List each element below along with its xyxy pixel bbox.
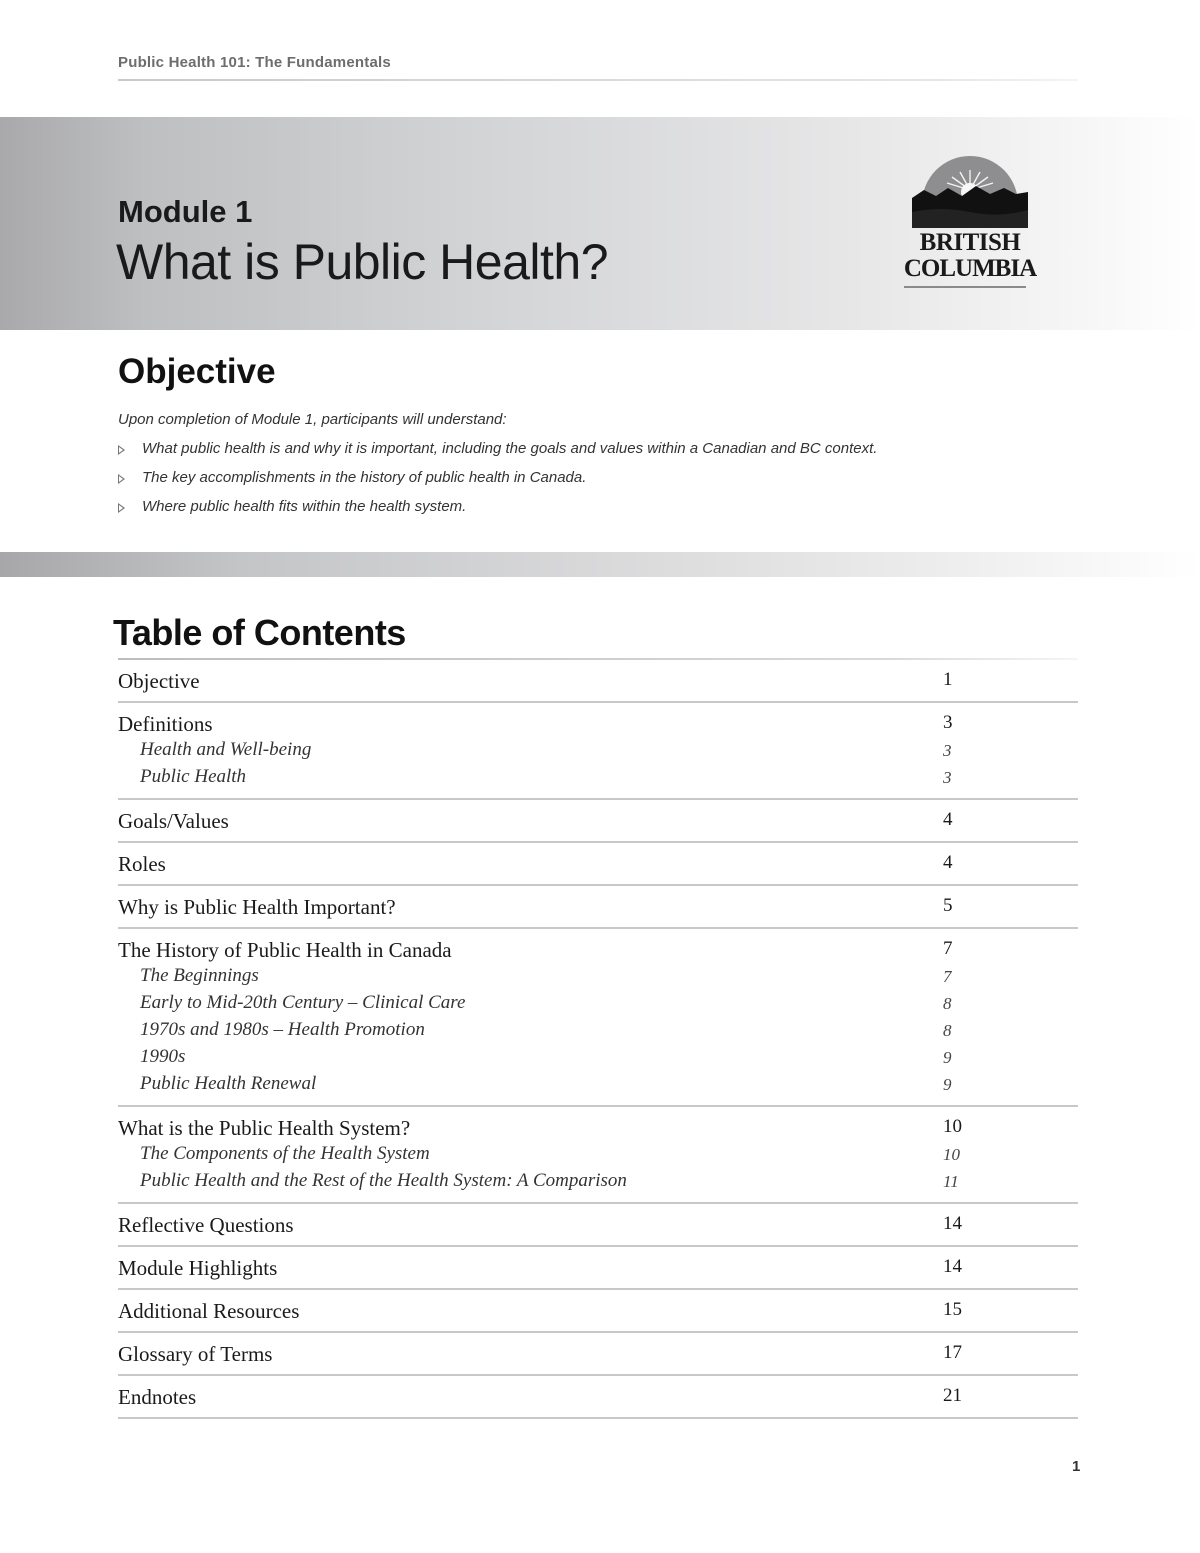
toc-subentry[interactable] xyxy=(118,1073,1078,1100)
toc-entry-page: 14 xyxy=(943,1256,962,1277)
objective-item-text: Where public health fits within the health system. xyxy=(142,498,467,515)
toc-entry[interactable] xyxy=(118,938,1078,965)
toc-subentry[interactable] xyxy=(118,965,1078,992)
toc-subentry[interactable] xyxy=(118,992,1078,1019)
triangle-bullet-icon xyxy=(118,445,125,455)
objective-intro: Upon completion of Module 1, participants will understand: xyxy=(118,411,507,428)
toc-subentry-label: Health and Well-being xyxy=(140,739,312,760)
toc-section xyxy=(118,886,1078,929)
logo-text-columbia: COLUMBIA xyxy=(903,255,1037,282)
toc-entry-label: Goals/Values xyxy=(118,809,229,833)
toc-entry[interactable] xyxy=(118,669,1078,696)
toc-subentry-page: 8 xyxy=(943,1021,952,1040)
toc-section xyxy=(118,1290,1078,1333)
toc-entry-page: 14 xyxy=(943,1213,962,1234)
running-header: Public Health 101: The Fundamentals xyxy=(118,54,391,71)
toc-subentry[interactable] xyxy=(118,1046,1078,1073)
toc-subentry-label: Public Health and the Rest of the Health System: A Comparison xyxy=(140,1170,627,1191)
toc-entry[interactable] xyxy=(118,1256,1078,1283)
toc-entry-label: Glossary of Terms xyxy=(118,1342,273,1366)
toc-entry-page: 17 xyxy=(943,1342,962,1363)
toc-subentry-label: Early to Mid-20th Century – Clinical Care xyxy=(140,992,466,1013)
toc-section xyxy=(118,1204,1078,1247)
toc-entry-page: 7 xyxy=(943,938,953,959)
page-number: 1 xyxy=(1072,1458,1081,1475)
table-of-contents xyxy=(118,660,1078,1419)
toc-subentry[interactable] xyxy=(118,1170,1078,1197)
triangle-bullet-icon xyxy=(118,503,125,513)
toc-entry[interactable] xyxy=(118,1116,1078,1143)
module-title: What is Public Health? xyxy=(116,234,609,290)
toc-subentry-page: 8 xyxy=(943,994,952,1013)
toc-subentry[interactable] xyxy=(118,766,1078,793)
toc-section xyxy=(118,1247,1078,1290)
bc-sun-mountains-logo-icon xyxy=(902,152,1038,228)
toc-entry-page: 1 xyxy=(943,669,953,690)
toc-subentry-page: 10 xyxy=(943,1145,960,1164)
objective-item-text: The key accomplishments in the history of public health in Canada. xyxy=(142,469,587,486)
toc-entry[interactable] xyxy=(118,1342,1078,1369)
objective-item xyxy=(118,440,877,469)
toc-subentry[interactable] xyxy=(118,739,1078,766)
toc-subentry-label: The Beginnings xyxy=(140,965,259,986)
toc-entry-label: Reflective Questions xyxy=(118,1213,294,1237)
toc-section xyxy=(118,1376,1078,1419)
toc-section xyxy=(118,660,1078,703)
objective-list xyxy=(118,440,877,527)
objective-item-text: What public health is and why it is important, including the goals and values within a Canadian and BC context. xyxy=(142,440,878,457)
triangle-bullet-icon xyxy=(118,474,125,484)
toc-entry-page: 4 xyxy=(943,852,953,873)
british-columbia-logo xyxy=(892,152,1048,292)
toc-subentry[interactable] xyxy=(118,1143,1078,1170)
toc-entry-label: Additional Resources xyxy=(118,1299,300,1323)
header-rule xyxy=(118,79,1078,81)
toc-subentry-page: 9 xyxy=(943,1075,952,1094)
toc-entry-label: The History of Public Health in Canada xyxy=(118,938,452,962)
toc-entry[interactable] xyxy=(118,1385,1078,1412)
toc-entry[interactable] xyxy=(118,895,1078,922)
toc-section xyxy=(118,800,1078,843)
toc-entry[interactable] xyxy=(118,809,1078,836)
toc-entry-page: 5 xyxy=(943,895,953,916)
objective-heading: Objective xyxy=(118,352,276,391)
toc-entry-page: 15 xyxy=(943,1299,962,1320)
objective-item xyxy=(118,498,877,527)
logo-text-british: BRITISH xyxy=(919,229,1021,256)
toc-subentry-page: 3 xyxy=(943,741,952,760)
toc-subentry-page: 7 xyxy=(943,967,952,986)
section-band xyxy=(0,552,1200,577)
toc-subentry[interactable] xyxy=(118,1019,1078,1046)
toc-entry[interactable] xyxy=(118,852,1078,879)
toc-entry-page: 21 xyxy=(943,1385,962,1406)
toc-subentry-label: Public Health Renewal xyxy=(140,1073,317,1094)
toc-entry-page: 4 xyxy=(943,809,953,830)
toc-section xyxy=(118,1333,1078,1376)
objective-item xyxy=(118,469,877,498)
toc-section xyxy=(118,1107,1078,1204)
toc-subentry-label: 1970s and 1980s – Health Promotion xyxy=(140,1019,425,1040)
toc-subentry-label: The Components of the Health System xyxy=(140,1143,430,1164)
toc-entry[interactable] xyxy=(118,712,1078,739)
toc-entry-page: 3 xyxy=(943,712,953,733)
toc-entry-label: Endnotes xyxy=(118,1385,197,1409)
toc-entry[interactable] xyxy=(118,1213,1078,1240)
toc-section xyxy=(118,843,1078,886)
toc-subentry-label: Public Health xyxy=(140,766,247,787)
toc-section xyxy=(118,929,1078,1107)
toc-entry-label: Why is Public Health Important? xyxy=(118,895,396,919)
toc-entry-label: Objective xyxy=(118,669,200,693)
toc-subentry-page: 3 xyxy=(943,768,952,787)
toc-section xyxy=(118,703,1078,800)
toc-subentry-page: 9 xyxy=(943,1048,952,1067)
toc-entry-label: Definitions xyxy=(118,712,213,736)
logo-rule xyxy=(904,286,1026,288)
toc-entry-page: 10 xyxy=(943,1116,962,1137)
toc-entry-label: What is the Public Health System? xyxy=(118,1116,411,1140)
toc-entry-label: Module Highlights xyxy=(118,1256,278,1280)
toc-entry[interactable] xyxy=(118,1299,1078,1326)
toc-heading: Table of Contents xyxy=(113,612,406,653)
toc-entry-label: Roles xyxy=(118,852,166,876)
toc-subentry-page: 11 xyxy=(943,1172,959,1191)
module-label: Module 1 xyxy=(118,194,253,229)
toc-subentry-label: 1990s xyxy=(140,1046,186,1067)
